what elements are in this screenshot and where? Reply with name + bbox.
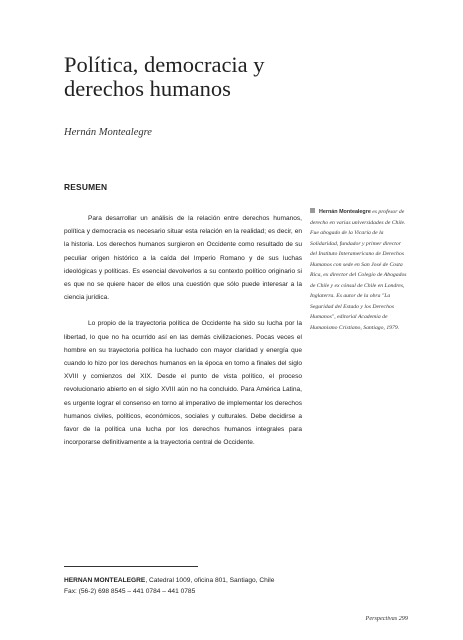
abstract-paragraph: Lo propio de la trayectoria política de Occidente ha sido su lucha por la libertad, lo que no ha ocurrido así en las demás civilizaciones. Pocas veces el hombre en su trayectoria política ha luchado con mayor claridad y energía que cuando lo hizo por los derechos humanos en la época en torno a finales del siglo XVIII y comienzos del XIX. Desde el punto de vista político, el proceso revolucionario abierto en el siglo XVIII aún no ha concluido. Para América Latina, es urgente lograr el consenso en torno al imperativo de implementar los derechos humanos civiles, políticos, económicos, sociales y culturales. Debe decidirse a favor de la política una lucha por los derechos humanos integrales para incorporarse definitivamente a la trayectoria central de Occidente. (64, 320, 302, 447)
author-bio (310, 207, 408, 333)
section-heading: RESUMEN (64, 182, 108, 192)
bullet-square-icon (310, 208, 315, 213)
abstract-paragraph: Para desarrollar un análisis de la relación entre derechos humanos, política y democracia es necesario situar esta relación en la realidad; es decir, en la historia. Los derechos humanos surgieron en Occidente como resultado de su peculiar origen histórico a la caída del Imperio Romano y de sus luchas ideológicas y políticas. Es esencial devolverlos a su contexto político originario si es que no se quiere hacer de ellos una cuestión que sólo puede interesar a la ciencia jurídica. (64, 215, 302, 302)
bio-text: es profesor de derecho en varias universidades de Chile. Fue abogado de la Vicaría de la Solidaridad, fundador y primer director del Instituto Interamericano de Derechos Humanos con sede en San José de Costa Rica, ex director del Colegio de Abogados de Chile y ex cónsul de Chile en Londres, Inglaterra. Es autor de la obra "La Seguridad del Estado y los Derechos Humanos", editorial Academia de Humanismo Cristiano, Santiago, 1979. (310, 209, 407, 331)
footnote-rule (64, 566, 198, 567)
bio-name: Hernán Montealegre (319, 209, 371, 215)
address-line: , Catedral 1009, oficina 801, Santiago, Chile (145, 577, 275, 584)
page-number: Perspectivas 299 (365, 615, 408, 622)
author-address (64, 576, 364, 597)
article-author: Hernán Montealegre (64, 127, 152, 138)
abstract-body (64, 212, 302, 449)
address-name: HERNAN MONTEALEGRE (64, 577, 146, 584)
fax-line: Fax: (56-2) 698 8545 – 441 0784 – 441 0785 (64, 587, 196, 595)
article-title: Política, democracia y derechos humanos (64, 52, 265, 101)
